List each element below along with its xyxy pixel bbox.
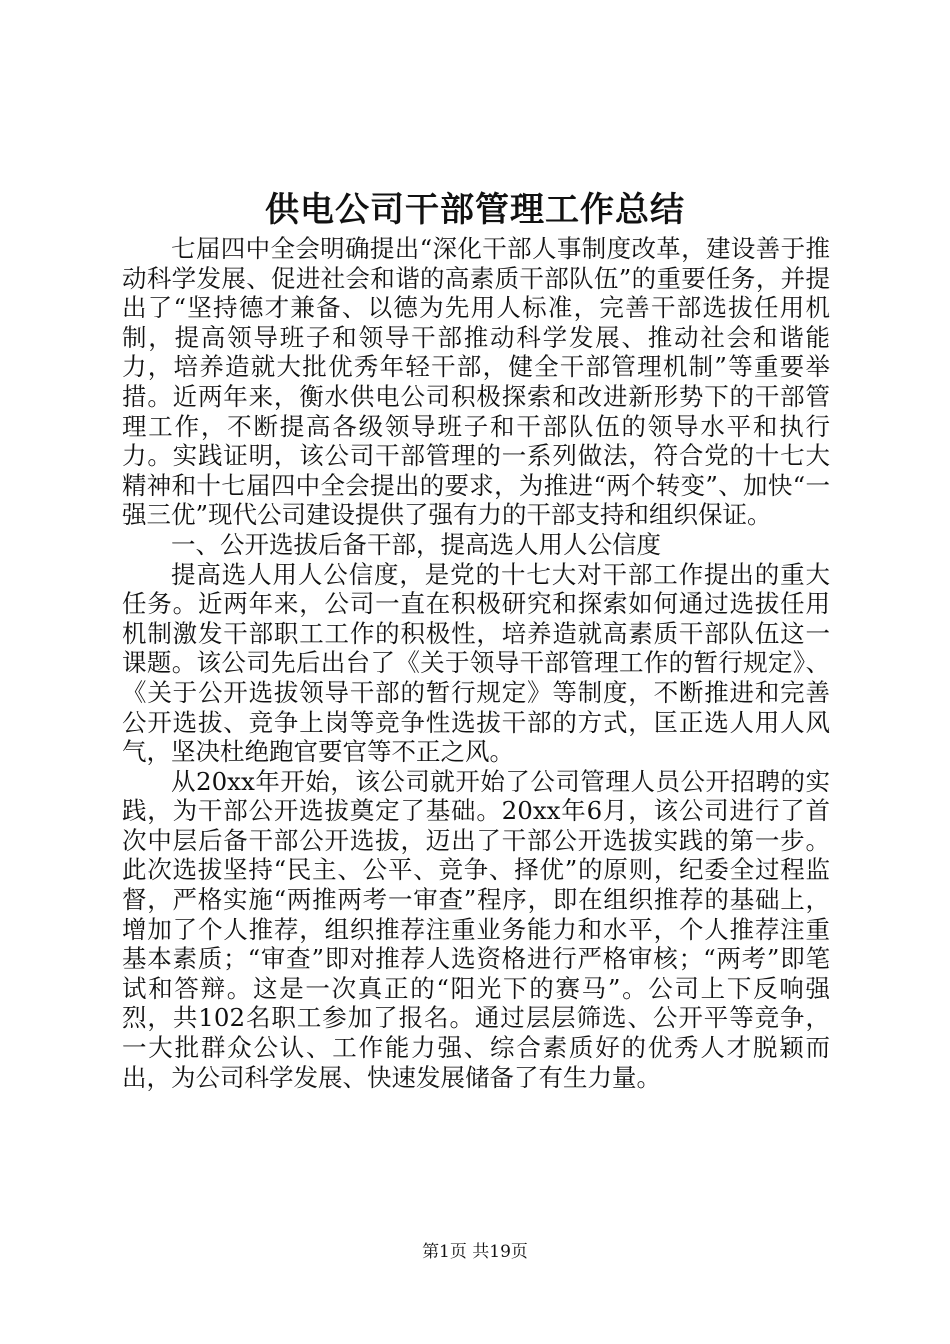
paragraph-practice: 从20xx年开始，该公司就开始了公司管理人员公开招聘的实践，为干部公开选拔奠定了基础。20xx年6月，该公司进行了首次中层后备干部公开选拔，迈出了干部公开选拔实践的第一步。此次选拔坚持“民主、公平、竞争、择优”的原则，纪委全过程监督，严格实施“两推两考一审查”程序，即在组织推荐的基础上，增加了个人推荐，组织推荐注重业务能力和水平，个人推荐注重基本素质；“审查”即对推荐人选资格进行严格审核；“两考”即笔试和答辩。这是一次真正的“阳光下的赛马”。公司上下反响强烈，共102名职工参加了报名。通过层层筛选、公开平等竞争，一大批群众公认、工作能力强、综合素质好的优秀人才脱颖而出，为公司科学发展、快速发展储备了有生力量。 [122, 766, 830, 1092]
section-heading-1: 一、公开选拔后备干部，提高选人用人公信度 [171, 529, 661, 559]
document-body [122, 234, 830, 1092]
paragraph-intro: 七届四中全会明确提出“深化干部人事制度改革，建设善于推动科学发展、促进社会和谐的高素质干部队伍”的重要任务，并提出了“坚持德才兼备、以德为先用人标准，完善干部选拔任用机制，提高领导班子和领导干部推动科学发展、推动社会和谐能力，培养造就大批优秀年轻干部，健全干部管理机制”等重要举措。近两年来，衡水供电公司积极探索和改进新形势下的干部管理工作，不断提高各级领导班子和干部队伍的领导水平和执行力。实践证明，该公司干部管理的一系列做法，符合党的十七大精神和十七届四中全会提出的要求，为推进“两个转变”、加快“一强三优”现代公司建设提供了强有力的干部支持和组织保证。 [122, 234, 830, 530]
document-title: 供电公司干部管理工作总结 [265, 190, 685, 230]
paragraph-section-1: 提高选人用人公信度，是党的十七大对干部工作提出的重大任务。近两年来，公司一直在积极研究和探索如何通过选拔任用机制激发干部职工工作的积极性，培养造就高素质干部队伍这一课题。该公司先后出台了《关于领导干部管理工作的暂行规定》、《关于公开选拔领导干部的暂行规定》等制度，不断推进和完善公开选拔、竞争上岗等竞争性选拔干部的方式，匡正选人用人风气，坚决杜绝跑官要官等不正之风。 [122, 559, 830, 767]
page-footer: 第1页 共19页 [422, 1242, 528, 1262]
